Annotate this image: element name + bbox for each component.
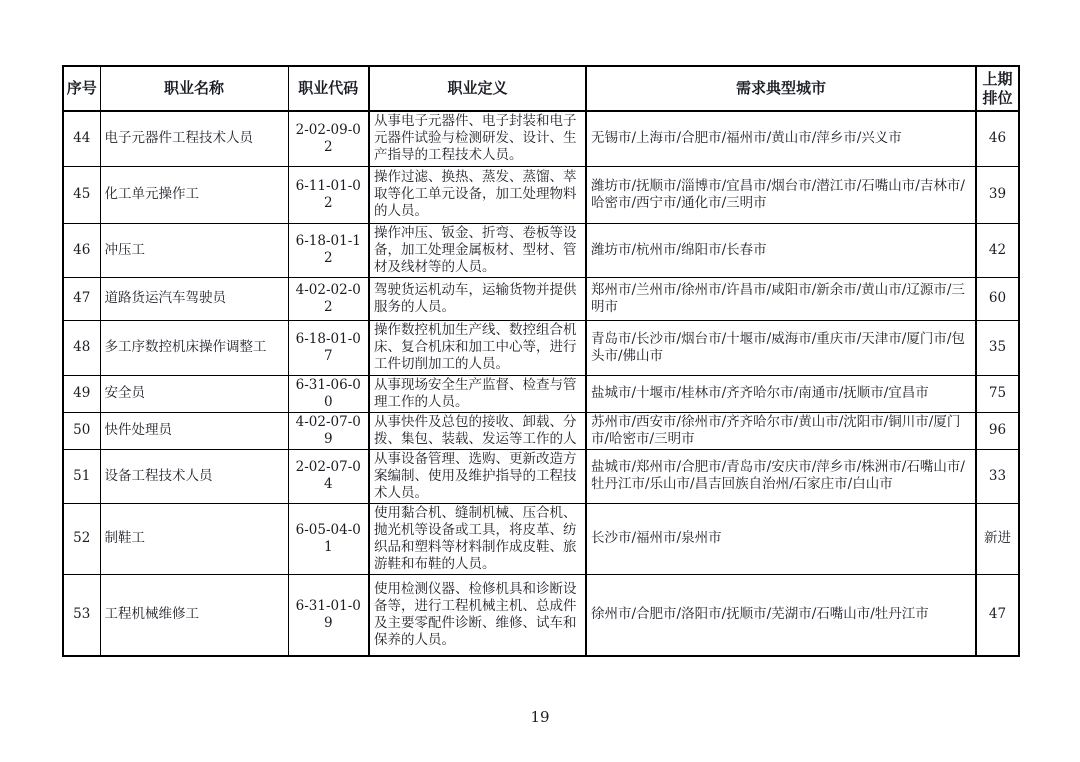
table-row — [63, 449, 1019, 503]
cell-occupation-name: 安全员 — [100, 375, 288, 412]
col-header-previous-rank: 上期排位 — [976, 66, 1019, 111]
cell-occupation-definition: 驾驶货运机动车，运输货物并提供服务的人员。 — [369, 277, 586, 320]
cell-previous-rank: 39 — [976, 166, 1019, 223]
occupations-table — [62, 65, 1020, 657]
cell-occupation-code: 2-02-09-02 — [288, 111, 369, 166]
cell-demand-cities: 长沙市/福州市/泉州市 — [586, 503, 976, 574]
cell-occupation-definition: 从事设备管理、选购、更新改造方案编制、使用及维护指导的工程技术人员。 — [369, 449, 586, 503]
col-header-number: 序号 — [63, 66, 100, 111]
cell-occupation-code: 4-02-07-09 — [288, 412, 369, 449]
table-header — [63, 66, 1019, 111]
cell-occupation-name: 道路货运汽车驾驶员 — [100, 277, 288, 320]
col-header-occupation-name: 职业名称 — [100, 66, 288, 111]
cell-demand-cities: 青岛市/长沙市/烟台市/十堰市/威海市/重庆市/天津市/厦门市/包头市/佛山市 — [586, 320, 976, 375]
cell-occupation-name: 快件处理员 — [100, 412, 288, 449]
cell-previous-rank: 75 — [976, 375, 1019, 412]
cell-occupation-code: 6-18-01-12 — [288, 223, 369, 277]
header-row — [63, 66, 1019, 111]
cell-occupation-name: 设备工程技术人员 — [100, 449, 288, 503]
table-row — [63, 223, 1019, 277]
cell-number: 50 — [63, 412, 100, 449]
table-row — [63, 111, 1019, 166]
cell-number: 47 — [63, 277, 100, 320]
cell-occupation-name: 电子元器件工程技术人员 — [100, 111, 288, 166]
table-body — [63, 111, 1019, 656]
cell-demand-cities: 郑州市/兰州市/徐州市/许昌市/咸阳市/新余市/黄山市/辽源市/三明市 — [586, 277, 976, 320]
cell-occupation-definition: 使用黏合机、缝制机械、压合机、抛光机等设备或工具，将皮革、纺织品和塑料等材料制作成皮鞋、旅游鞋和布鞋的人员。 — [369, 503, 586, 574]
cell-number: 53 — [63, 574, 100, 656]
cell-previous-rank: 60 — [976, 277, 1019, 320]
cell-occupation-code: 6-31-01-09 — [288, 574, 369, 656]
table-row — [63, 320, 1019, 375]
cell-occupation-name: 制鞋工 — [100, 503, 288, 574]
cell-number: 48 — [63, 320, 100, 375]
cell-previous-rank: 96 — [976, 412, 1019, 449]
cell-previous-rank: 42 — [976, 223, 1019, 277]
cell-demand-cities: 潍坊市/抚顺市/淄博市/宜昌市/烟台市/潜江市/石嘴山市/吉林市/哈密市/西宁市/通化市/三明市 — [586, 166, 976, 223]
cell-demand-cities: 潍坊市/杭州市/绵阳市/长春市 — [586, 223, 976, 277]
cell-occupation-name: 冲压工 — [100, 223, 288, 277]
cell-demand-cities: 无锡市/上海市/合肥市/福州市/黄山市/萍乡市/兴义市 — [586, 111, 976, 166]
table-row — [63, 412, 1019, 449]
col-header-demand-cities: 需求典型城市 — [586, 66, 976, 111]
col-header-occupation-code: 职业代码 — [288, 66, 369, 111]
table-row — [63, 375, 1019, 412]
cell-occupation-definition: 从事快件及总包的接收、卸载、分拨、集包、装载、发运等工作的人 — [369, 412, 586, 449]
cell-number: 44 — [63, 111, 100, 166]
cell-occupation-name: 工程机械维修工 — [100, 574, 288, 656]
cell-number: 51 — [63, 449, 100, 503]
cell-occupation-name: 多工序数控机床操作调整工 — [100, 320, 288, 375]
cell-occupation-code: 2-02-07-04 — [288, 449, 369, 503]
cell-occupation-code: 6-31-06-00 — [288, 375, 369, 412]
cell-previous-rank: 47 — [976, 574, 1019, 656]
cell-occupation-code: 6-11-01-02 — [288, 166, 369, 223]
cell-previous-rank: 新进 — [976, 503, 1019, 574]
cell-demand-cities: 盐城市/十堰市/桂林市/齐齐哈尔市/南通市/抚顺市/宜昌市 — [586, 375, 976, 412]
cell-occupation-definition: 操作冲压、钣金、折弯、卷板等设备，加工处理金属板材、型材、管材及线材等的人员。 — [369, 223, 586, 277]
page-number: 19 — [530, 708, 550, 726]
cell-number: 45 — [63, 166, 100, 223]
cell-previous-rank: 33 — [976, 449, 1019, 503]
cell-number: 49 — [63, 375, 100, 412]
table-row — [63, 166, 1019, 223]
cell-occupation-definition: 从事现场安全生产监督、检查与管理工作的人员。 — [369, 375, 586, 412]
cell-occupation-definition: 使用检测仪器、检修机具和诊断设备等，进行工程机械主机、总成件及主要零配件诊断、维修、试车和保养的人员。 — [369, 574, 586, 656]
cell-previous-rank: 46 — [976, 111, 1019, 166]
cell-occupation-definition: 从事电子元器件、电子封装和电子元器件试验与检测研发、设计、生产指导的工程技术人员。 — [369, 111, 586, 166]
cell-occupation-code: 6-05-04-01 — [288, 503, 369, 574]
cell-demand-cities: 盐城市/郑州市/合肥市/青岛市/安庆市/萍乡市/株洲市/石嘴山市/牡丹江市/乐山市/昌吉回族自治州/石家庄市/白山市 — [586, 449, 976, 503]
cell-occupation-name: 化工单元操作工 — [100, 166, 288, 223]
cell-occupation-definition: 操作数控机加生产线、数控组合机床、复合机床和加工中心等，进行工件切削加工的人员。 — [369, 320, 586, 375]
table-row — [63, 503, 1019, 574]
table-row — [63, 574, 1019, 656]
cell-number: 46 — [63, 223, 100, 277]
table-row — [63, 277, 1019, 320]
cell-previous-rank: 35 — [976, 320, 1019, 375]
cell-occupation-code: 6-18-01-07 — [288, 320, 369, 375]
cell-demand-cities: 苏州市/西安市/徐州市/齐齐哈尔市/黄山市/沈阳市/铜川市/厦门市/哈密市/三明市 — [586, 412, 976, 449]
col-header-occupation-definition: 职业定义 — [369, 66, 586, 111]
cell-demand-cities: 徐州市/合肥市/洛阳市/抚顺市/芜湖市/石嘴山市/牡丹江市 — [586, 574, 976, 656]
cell-number: 52 — [63, 503, 100, 574]
cell-occupation-code: 4-02-02-02 — [288, 277, 369, 320]
cell-occupation-definition: 操作过滤、换热、蒸发、蒸馏、萃取等化工单元设备，加工处理物料的人员。 — [369, 166, 586, 223]
